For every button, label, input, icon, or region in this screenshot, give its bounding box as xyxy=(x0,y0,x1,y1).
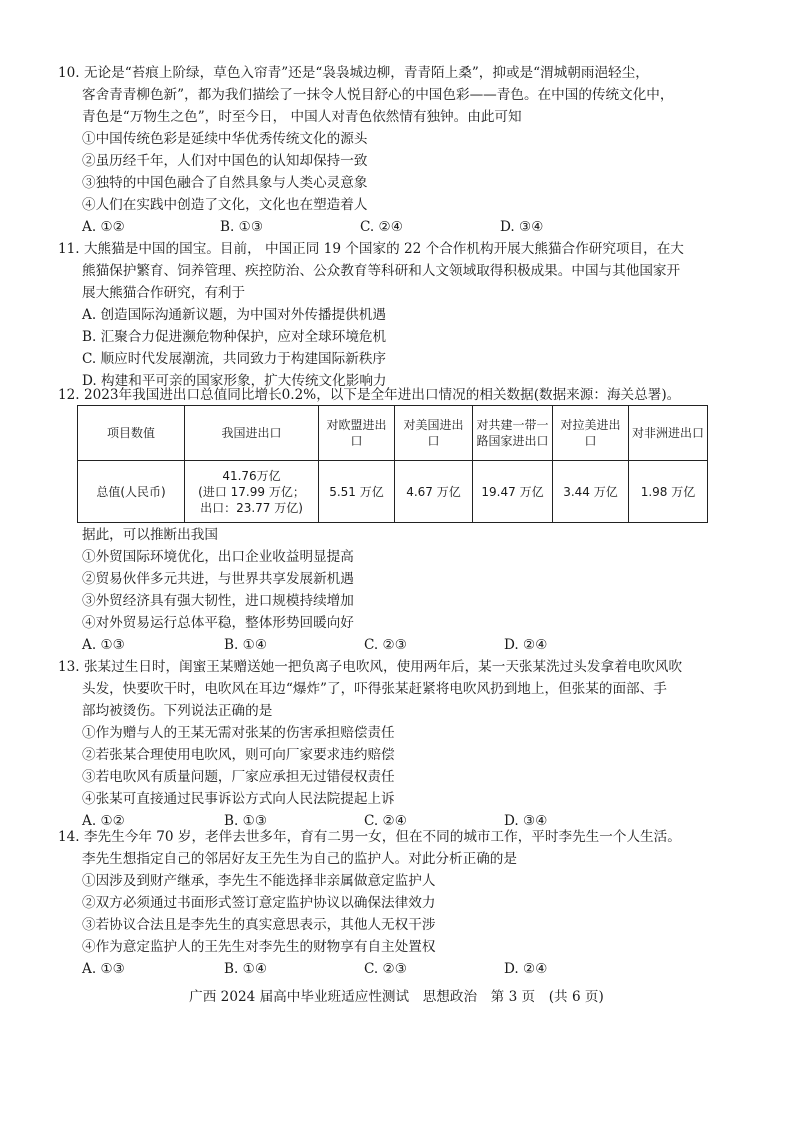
q14-option-1: ①因涉及到财产继承，李先生不能选择非亲属做意定监护人 xyxy=(82,873,436,889)
q12-stem: 12. 2023年我国进出口总值同比增长0.2%，以下是全年进出口情况的相关数据(数据来源：海关总署)。 xyxy=(58,387,681,403)
question-11 xyxy=(58,238,748,392)
table-header-cell: 对非洲进出口 xyxy=(629,406,708,461)
table-header-cell: 我国进出口 xyxy=(185,406,319,461)
table-cell: 19.47 万亿 xyxy=(473,461,553,523)
q14-option-4: ④作为意定监护人的王先生对李先生的财物享有自主处置权 xyxy=(82,939,436,955)
q10-choices xyxy=(58,216,748,238)
q14-choice-a: A. ①③ xyxy=(82,961,125,977)
q13-option-3: ③若电吹风有质量问题，厂家应承担无过错侵权责任 xyxy=(82,769,395,785)
q10-stem-line-1: 10. 无论是“苔痕上阶绿，草色入帘青”还是“袅袅城边柳，青青陌上桑”，抑或是“渭城朝雨浥轻尘， xyxy=(58,65,649,81)
q10-choice-d: D. ③④ xyxy=(500,219,544,235)
question-14 xyxy=(58,826,748,980)
table-header-cell: 对共建一带一路国家进出口 xyxy=(473,406,553,461)
q14-choices xyxy=(58,958,748,980)
trade-data-table xyxy=(77,405,708,523)
q11-option-c: C. 顺应时代发展潮流，共同致力于构建国际新秩序 xyxy=(82,351,387,367)
q12-lead: 据此，可以推断出我国 xyxy=(82,527,218,543)
q13-option-2: ②若张某合理使用电吹风，则可向厂家要求违约赔偿 xyxy=(82,747,395,763)
total-export: 出口：23.77 万亿) xyxy=(200,500,303,515)
q13-choice-a: A. ①② xyxy=(82,813,125,829)
q14-choice-c: C. ②③ xyxy=(364,961,407,977)
q10-option-1: ①中国传统色彩是延续中华优秀传统文化的源头 xyxy=(82,131,368,147)
q12-choices xyxy=(58,634,748,656)
q11-option-a: A. 创造国际沟通新议题，为中国对外传播提供机遇 xyxy=(82,307,386,323)
q12-option-2: ②贸易伙伴多元共进，与世界共享发展新机遇 xyxy=(82,571,354,587)
q13-stem-line-1: 13. 张某过生日时，闺蜜王某赠送她一把负离子电吹风，使用两年后，某一天张某洗过头发拿着电吹风吹 xyxy=(58,659,683,675)
q12-option-1: ①外贸国际环境优化，出口企业收益明显提高 xyxy=(82,549,354,565)
q10-stem-line-3: 青色是“万物生之色”，时至今日， 中国人对青色依然情有独钟。由此可知 xyxy=(82,109,522,125)
q12-choice-d: D. ②④ xyxy=(504,637,548,653)
q14-stem-line-1: 14. 李先生今年 70 岁，老伴去世多年，育有二男一女，但在不同的城市工作，平时李先生一个人生活。 xyxy=(58,829,681,845)
table-header-cell: 对美国进出口 xyxy=(395,406,473,461)
question-12-body xyxy=(58,524,748,656)
q14-option-2: ②双方必须通过书面形式签订意定监护协议以确保法律效力 xyxy=(82,895,436,911)
q13-stem-line-3: 部均被烫伤。下列说法正确的是 xyxy=(82,703,273,719)
q12-choice-b: B. ①④ xyxy=(224,637,268,653)
q11-option-b: B. 汇聚合力促进濒危物种保护，应对全球环境危机 xyxy=(82,329,387,345)
q11-stem-line-3: 展大熊猫合作研究，有利于 xyxy=(82,285,246,301)
q13-option-1: ①作为赠与人的王某无需对张某的伤害承担赔偿责任 xyxy=(82,725,395,741)
q10-option-3: ③独特的中国色融合了自然具象与人类心灵意象 xyxy=(82,175,368,191)
table-header-cell: 项目数值 xyxy=(78,406,185,461)
table-header-row xyxy=(78,406,708,461)
q10-stem-line-2: 客舍青青柳色新”，都为我们描绘了一抹令人悦目舒心的中国色彩——青色。在中国的传统文化中， xyxy=(82,87,674,103)
total-value: 41.76万亿 xyxy=(222,468,281,483)
q11-option-d: D. 构建和平可亲的国家形象，扩大传统文化影响力 xyxy=(82,373,387,389)
q14-choice-d: D. ②④ xyxy=(504,961,548,977)
q13-choice-d: D. ③④ xyxy=(504,813,548,829)
q10-choice-c: C. ②④ xyxy=(360,219,403,235)
q12-choice-a: A. ①③ xyxy=(82,637,125,653)
q13-option-4: ④张某可直接通过民事诉讼方式向人民法院提起上诉 xyxy=(82,791,395,807)
table-cell: 4.67 万亿 xyxy=(395,461,473,523)
table-header-cell: 对拉美进出口 xyxy=(553,406,629,461)
question-10 xyxy=(58,62,748,238)
table-row xyxy=(78,461,708,523)
q11-stem-line-2: 熊猫保护繁育、饲养管理、疾控防治、公众教育等科研和人文领域取得积极成果。中国与其他国家开 xyxy=(82,263,681,279)
question-12-intro xyxy=(58,384,748,406)
q10-option-4: ④人们在实践中创造了文化，文化也在塑造着人 xyxy=(82,197,368,213)
q13-choice-c: C. ②④ xyxy=(364,813,407,829)
table-cell: 1.98 万亿 xyxy=(629,461,708,523)
q13-stem-line-2: 头发，快要吹干时，电吹风在耳边“爆炸”了，吓得张某赶紧将电吹风扔到地上，但张某的面部、手 xyxy=(82,681,667,697)
q14-choice-b: B. ①④ xyxy=(224,961,268,977)
table-cell: 5.51 万亿 xyxy=(319,461,395,523)
q13-choice-b: B. ①③ xyxy=(224,813,268,829)
q12-option-4: ④对外贸易运行总体平稳，整体形势回暖向好 xyxy=(82,615,354,631)
q10-choice-b: B. ①③ xyxy=(220,219,264,235)
question-13 xyxy=(58,656,748,832)
total-import: (进口 17.99 万亿； xyxy=(198,484,305,499)
table-row-label: 总值(人民币) xyxy=(78,461,185,523)
table-header-cell: 对欧盟进出口 xyxy=(319,406,395,461)
q10-choice-a: A. ①② xyxy=(82,219,125,235)
table-cell: 3.44 万亿 xyxy=(553,461,629,523)
q10-option-2: ②虽历经千年，人们对中国色的认知却保持一致 xyxy=(82,153,368,169)
q11-stem-line-1: 11. 大熊猫是中国的国宝。目前， 中国正同 19 个国家的 22 个合作机构开展大熊猫合作研究项目，在大 xyxy=(58,241,684,257)
page-footer: 广西 2024 届高中毕业班适应性测试 思想政治 第 3 页 (共 6 页) xyxy=(189,989,604,1005)
q12-choice-c: C. ②③ xyxy=(364,637,407,653)
q12-option-3: ③外贸经济具有强大韧性，进口规模持续增加 xyxy=(82,593,354,609)
table-cell-total xyxy=(185,461,319,523)
q14-option-3: ③若协议合法且是李先生的真实意思表示，其他人无权干涉 xyxy=(82,917,436,933)
q14-stem-line-2: 李先生想指定自己的邻居好友王先生为自己的监护人。对此分析正确的是 xyxy=(82,851,517,867)
